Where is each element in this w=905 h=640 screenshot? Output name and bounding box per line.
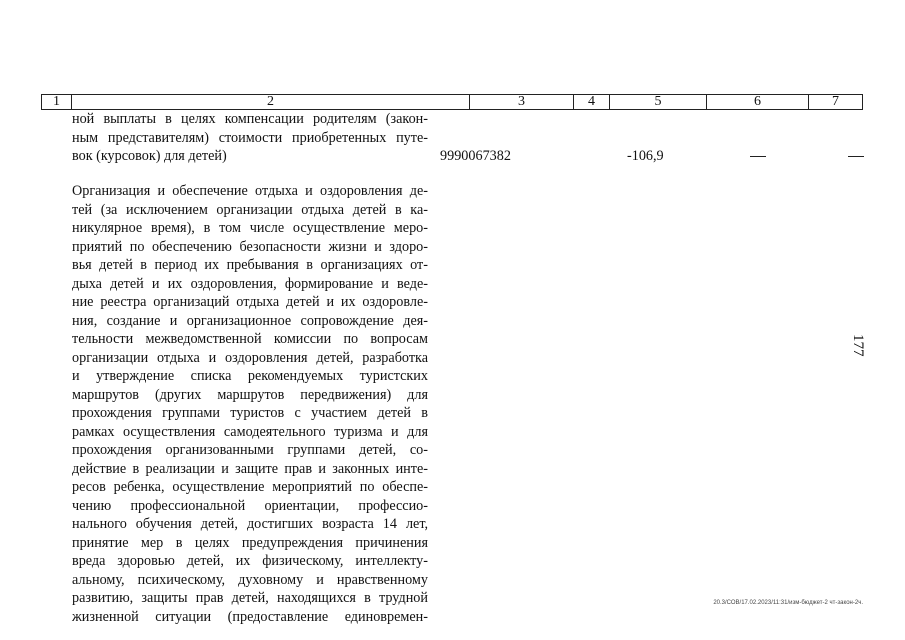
row2-line: ния, создание и организационное сопровождение дея- [72,312,428,329]
row1-amount: -106,9 [627,148,664,164]
row2-line: ние реестра организаций отдыха детей и их оздоровле- [72,294,428,310]
row2-line: Организация и обеспечение отдыха и оздоровления де- [72,183,428,199]
row2-line: нального обучения детей, достигших возраста 14 лет, [72,516,428,532]
row2-line: никулярное время), в том числе осуществление меро- [72,220,428,236]
row2-line: альному, психическому, духовному и нравственному [72,571,428,588]
column-header-4: 4 [574,95,610,109]
row2-line: вья детей в период их пребывания в организациях от- [72,257,428,273]
column-header-7: 7 [832,94,839,109]
row2-line: дыха детей и их оздоровления, формирование и веде- [72,275,428,292]
row1-col7-dash [848,156,864,157]
column-header-3: 3 [470,95,574,109]
row2-line: организации отдыха и оздоровления детей, разработка [72,349,428,366]
document-footer: 20.3/СОВ/17.02.2023/11:31/изм-бюджет-2 чт-закон-2ч. [713,600,863,606]
column-header-1: 1 [42,95,72,109]
row2-line: приятий по обеспечению безопасности жизни и здоро- [72,238,428,255]
row1-line: ным представителям) стоимости приобретенных путе- [72,129,428,146]
row2-line: рамках осуществления самодеятельного туризма и для [72,423,428,440]
row2-line: вреда здоровью детей, их физическому, интеллекту- [72,553,428,569]
column-header-2: 2 [72,95,470,109]
row2-line: тельности межведомственной комиссии по вопросам [72,331,428,347]
page-number: 177 [850,334,866,357]
row1-line: вок (курсовок) для детей) [72,148,227,164]
row1-code: 9990067382 [440,148,511,164]
row1-col6-dash [750,156,766,157]
row1-description [72,110,428,166]
row2-line: и утверждение списка рекомендуемых туристских [72,368,428,384]
row2-line: прохождения организованными группами детей, со- [72,442,428,458]
row1-line: ной выплаты в целях компенсации родителям (закон- [72,111,428,127]
row2-line: развитию, защиты прав детей, находящихся в трудной [72,590,428,606]
column-header-row [41,94,863,110]
row2-line: действие в реализации и защите прав и законных инте- [72,460,428,477]
column-header-6: 6 [707,95,809,109]
row2-line: жизненной ситуации (предоставление единовремен- [72,608,428,625]
row2-description [72,182,428,626]
row2-line: тей (за исключением организации отдыха детей в ка- [72,201,428,218]
column-header-5: 5 [610,95,707,109]
row2-line: прохождения группами туристов с участием детей в [72,405,428,421]
row2-line: ресов ребенка, осуществление мероприятий по обеспе- [72,479,428,495]
row2-line: чению профессиональной ориентации, профессио- [72,497,428,514]
row2-line: принятие мер в целях предупреждения причинения [72,534,428,551]
row2-line: маршрутов (других маршрутов передвижения) для [72,386,428,403]
